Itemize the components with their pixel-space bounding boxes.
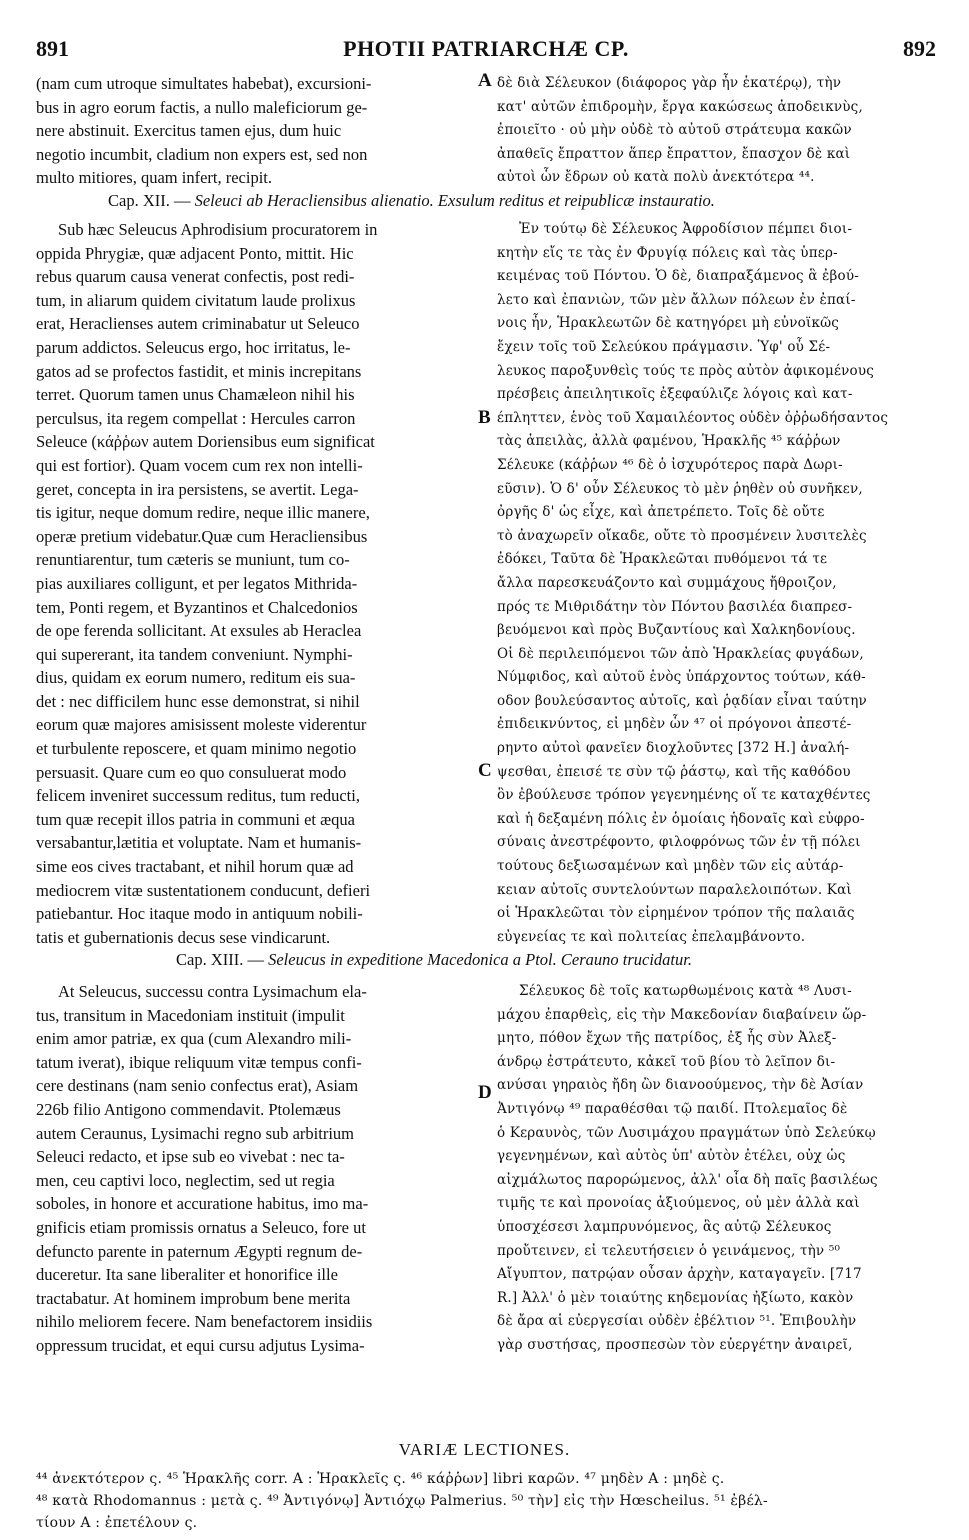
- margin-marker-c: C: [478, 760, 492, 781]
- text-line: rebus quarum causa venerat confectis, post redi-: [36, 267, 355, 287]
- text-line: perculsus, ita regem compellat : Hercules carron: [36, 408, 356, 428]
- text-line: Sub hæc Seleucus Aphrodisium procuratorem in: [58, 220, 378, 239]
- text-line: δὲ διὰ Σέλευκον (διάφορος γὰρ ἦν ἑκατέρῳ), τὴν: [497, 75, 842, 91]
- text-line: Seleuci redacto, et ipse sub eo vivebat : nec ta-: [36, 1147, 345, 1167]
- text-line: parum addictos. Seleucus ergo, hoc irritatus, le-: [36, 337, 351, 357]
- text-line: oppida Phrygiæ, quæ adjacent Ponto, mittit. Hic: [36, 243, 354, 263]
- text-line: tatis et gubernationis decus sese vindicarunt.: [36, 927, 331, 947]
- text-line: tatum iverat), ibique reliquum vitæ tempus confi-: [36, 1052, 362, 1072]
- text-line: πρός τε Μιθριδάτην τὸν Πόντου βασιλέα διαπρεσ-: [497, 598, 853, 615]
- text-line: ἔχειν τοῖς τοῦ Σελεύκου πράγμασιν. Ὑφ' οὗ Σέ-: [497, 338, 831, 355]
- page-number-right: 892: [903, 36, 936, 61]
- text-line: πρέσβεις ἀπειλητικοῖς ἐξεφαύλιζε λόγοις καὶ κατ-: [497, 386, 853, 403]
- text-line: έπληττεν, ἑνὸς τοῦ Χαμαιλέοντος οὐδὲν ὀῤῥωδήσαντος: [497, 409, 889, 426]
- text-line: qui supererant, ita tandem conveniunt. Nymphi-: [36, 644, 353, 664]
- greek-column-bottom: [497, 980, 942, 1358]
- text-line: duceretur. Ita sane liberaliter et honorifice ille: [36, 1265, 338, 1285]
- text-line: βευόμενοι καὶ πρὸς Βυζαντίους καὶ Χαλκηδονίους.: [497, 622, 856, 639]
- text-line: εὐγενείας τε καὶ πολιτείας ἐπελαμβάνοντο.: [497, 928, 806, 945]
- text-line: λευκος παροξυνθεὶς τούς τε πρὸς αὐτὸν ἀφικομένους: [497, 362, 875, 379]
- text-line: σύναις ἀνεστρέφοντο, φιλοφρόνως τῶν ἐν τῇ πόλει: [497, 834, 861, 851]
- margin-marker-b: B: [478, 407, 491, 428]
- note-line: τίουν A : ἐπετέλουν ς.: [36, 1515, 198, 1531]
- latin-column-middle: [36, 218, 476, 949]
- text-line: erat, Heraclienses autem criminabatur ut Seleuco: [36, 314, 360, 334]
- text-line: operæ pretium videbatur.Quæ cum Heracliensibus: [36, 526, 368, 546]
- text-line: Ἐν τούτῳ δὲ Σέλευκος Ἀφροδίσιον πέμπει διοι-: [519, 221, 853, 237]
- text-line: ρηντο αὐτοὶ φανεῖεν διοχλοῦντες [372 H.] ἀναλή-: [497, 740, 850, 757]
- text-line: patiebantur. Hoc itaque modo in antiquum nobili-: [36, 904, 363, 924]
- text-line: ἐπιδεικνύντος, εἰ μηδὲν ὧν ⁴⁷ οἱ πρόγονοι ἀπεστέ-: [497, 716, 852, 733]
- text-line: autem Ceraunus, Lysimachi regno sub arbitrium: [36, 1123, 355, 1143]
- text-line: Οἱ δὲ περιλειπόμενοι τῶν ἀπὸ Ἡρακλείας φυγάδων,: [497, 645, 864, 662]
- margin-marker-d: D: [478, 1082, 492, 1103]
- text-line: persuasit. Quare cum eo quo consuluerat modo: [36, 762, 347, 782]
- greek-column-top: [497, 72, 942, 190]
- text-line: κητὴν εἴς τε τὰς ἐν Φρυγίᾳ πόλεις καὶ τὰς ὑπερ-: [497, 244, 838, 261]
- text-line: τιμῆς τε καὶ προνοίας ἀξιούμενος, οὐ μὲν ἀλλὰ καὶ: [497, 1195, 860, 1212]
- text-line: Αἴγυπτον, πατρῴαν οὖσαν ἀρχὴν, καταγαγεῖν. [717: [497, 1266, 862, 1283]
- text-line: οδον βουλεύσαντος αὐτοῖς, καὶ ῥᾳδίαν εἶναι ταύτην: [497, 692, 867, 709]
- text-line: γὰρ συστήσας, προσπεσὼν τὸν εὐεργέτην ἀναιρεῖ,: [497, 1336, 853, 1353]
- text-line: R.] Ἀλλ' ὁ μὲν τοιαύτης κηδεμονίας ἠξίωτο, κακὸν: [497, 1289, 854, 1306]
- text-line: μάχου ἐπαρθεὶς, εἰς τὴν Μακεδονίαν διαβαίνειν ὥρ-: [497, 1006, 867, 1023]
- text-line: eorum quæ majores amisissent moleste viderentur: [36, 715, 367, 735]
- text-line: negotio incumbit, cladium non expers est, sed non: [36, 144, 368, 164]
- text-line: sime eos cives tractabant, et nihil horum quæ ad: [36, 857, 354, 877]
- text-line: tractabatur. At hominem improbum bene merita: [36, 1288, 351, 1308]
- text-line: cere destinans (nam senio confectus erat), Asiam: [36, 1076, 359, 1096]
- text-line: tem, Ponti regem, et Byzantinos et Chalcedonios: [36, 597, 358, 617]
- greek-column-middle: [497, 218, 942, 949]
- chapter-title: Seleucus in expeditione Macedonica a Ptol. Cerauno trucidatur.: [268, 950, 692, 969]
- text-line: προὔτεινεν, εἰ τελευτήσειεν ὁ γεινάμενος, τὴν ⁵⁰: [497, 1242, 841, 1259]
- text-line: τούτους δεξιωσαμένων καὶ μηδὲν τῶν εἰς αὐτάρ-: [497, 858, 844, 875]
- text-line: versabantur,lætitia et voluptate. Nam et humanis-: [36, 833, 362, 853]
- latin-column-top: [36, 72, 476, 190]
- running-title: PHOTII PATRIARCHÆ CP.: [343, 36, 629, 61]
- text-line: ψεσθαι, ἐπεισέ τε σὺν τῷ ῥάστῳ, καὶ τῆς καθόδου: [497, 763, 851, 780]
- text-line: pias auxiliares colligunt, et per legatos Mithrida-: [36, 573, 358, 593]
- text-line: ὁ Κεραυνὸς, τῶν Λυσιμάχου πραγμάτων ὑπὸ Σελεύκῳ: [497, 1124, 876, 1141]
- text-line: 226b filio Antigono commendavit. Ptolemæus: [36, 1099, 341, 1119]
- text-line: οἱ Ἡρακλεῶται τὸν εἰρημένον τρόπον τῆς παλαιᾶς: [497, 905, 855, 922]
- text-line: δὲ ἄρα αἱ εὐεργεσίαι οὐδὲν ἐβέλτιον ⁵¹. Ἐπιβουλὴν: [497, 1313, 857, 1330]
- text-line: qui est fortior). Quam vocem cum rex non intelli-: [36, 455, 363, 475]
- text-line: νοις ἦν, Ἡρακλεωτῶν δὲ κατηγόρει μὴ εὐνοϊκῶς: [497, 315, 840, 332]
- text-line: gnificis etiam promissis ornatus a Seleuco, fore ut: [36, 1217, 366, 1237]
- margin-marker-a: A: [478, 70, 492, 91]
- text-line: det : nec difficilem hunc esse demonstrat, si nihil: [36, 691, 360, 711]
- text-line: Seleuce (κάῤῥων autem Doriensibus eum significat: [36, 432, 375, 452]
- text-line: κειμένας τοῦ Πόντου. Ὁ δὲ, διαπραξάμενος ἃ ἐβού-: [497, 268, 860, 285]
- text-line: ὀργῆς δ' ὡς εἶχε, καὶ ἀπετρέπετο. Τοῖς δὲ οὔτε: [497, 504, 825, 521]
- latin-column-bottom: [36, 980, 476, 1358]
- chapter-heading-12: [108, 191, 715, 211]
- text-line: Σέλευκε (κάῤῥων ⁴⁶ δὲ ὁ ἰσχυρότερος παρὰ Δωρι-: [497, 456, 843, 473]
- text-line: oppressum trucidat, et equi cursu adjutus Lysima-: [36, 1335, 365, 1355]
- text-line: ὑποσχέσεσι λαμπρυνόμενος, ἃς αὐτῷ Σέλευκος: [497, 1218, 832, 1235]
- text-line: soboles, in honore et accuratione habitus, imo ma-: [36, 1194, 369, 1214]
- text-line: Σέλευκος δὲ τοῖς κατωρθωμένοις κατὰ ⁴⁸ Λυσι-: [519, 983, 852, 999]
- text-line: et turbulente reposcere, et quam minimo negotio: [36, 739, 357, 759]
- text-line: ἐδόκει, Ταῦτα δὲ Ἡρακλεῶται πυθόμενοι τά τε: [497, 551, 828, 568]
- note-line: ⁴⁴ ἀνεκτότερον ς. ⁴⁵ Ἡρακλῆς corr. A : Ἡρακλεῖς ς. ⁴⁶ κάῤῥων] libri καρῶν. ⁴⁷ μηδὲν A : μηδὲ ς.: [36, 1471, 725, 1487]
- text-line: αὐτοὶ ὧν ἔδρων οὐ κατὰ πολὺ ἀνεκτότερα ⁴⁴.: [497, 169, 815, 186]
- text-line: καὶ ἡ δεξαμένη πόλις ἐν ὁμοίαις ἡδοναῖς καὶ εὐφρο-: [497, 810, 865, 827]
- text-line: enim amor patriæ, ex qua (cum Alexandro mili-: [36, 1029, 352, 1049]
- page-header: [36, 36, 936, 64]
- text-line: ἄλλα παρεσκευάζοντο καὶ συμμάχους ἤθροιζον,: [497, 574, 837, 591]
- text-line: tum, in aliarum quidem civitatum laude prolixus: [36, 290, 356, 310]
- text-line: At Seleucus, successu contra Lysimachum ela-: [58, 982, 367, 1001]
- text-line: multo mitiores, quam infert, recipit.: [36, 168, 272, 188]
- text-line: renuntiarentur, tum cæteris se muniunt, tum co-: [36, 550, 350, 570]
- text-line: μητο, πόθον ἔχων τῆς πατρίδος, ἐξ ἧς σὺν Ἀλεξ-: [497, 1030, 837, 1047]
- text-line: ἐποιεῖτο · οὐ μὴν οὐδὲ τὸ αὐτοῦ στράτευμα κακῶν: [497, 122, 852, 139]
- text-line: αἰχμάλωτος παρορώμενος, ἀλλ' οἷα δὴ παῖς βασιλέως: [497, 1171, 878, 1188]
- text-line: bus in agro eorum factis, a nullo maleficiorum ge-: [36, 97, 368, 117]
- text-line: εῦσιν). Ὁ δ' οὖν Σέλευκος τὸ μὲν ῥηθὲν οὐ συνῆκεν,: [497, 480, 863, 497]
- text-line: Ἀντιγόνῳ ⁴⁹ παραθέσθαι τῷ παιδί. Πτολεμαῖος δὲ: [497, 1100, 848, 1117]
- text-line: geret, concepta in ira persistens, se avertit. Lega-: [36, 479, 359, 499]
- chapter-title: Seleuci ab Heracliensibus alienatio. Exsulum reditus et reipublicæ instauratio.: [194, 191, 715, 210]
- variae-lectiones-title: VARIÆ LECTIONES.: [398, 1440, 571, 1459]
- text-line: ὃν ἐβούλευσε τρόπον γεγενημένης οἵ τε καταχθέντες: [497, 787, 871, 804]
- text-line: dius, quidam ex eorum numero, reditum eis sua-: [36, 668, 356, 688]
- chapter-label: Cap. XIII. —: [176, 950, 264, 969]
- text-line: tis igitur, neque domum redire, neque illic manere,: [36, 503, 370, 523]
- text-line: Νύμφιδος, καὶ αὐτοῦ ἑνὸς ὑπάρχοντος τούτων, κάθ-: [497, 669, 866, 686]
- text-line: τὰς ἀπειλὰς, ἀλλὰ φαμένου, Ἡρακλῆς ⁴⁵ κάῤῥων: [497, 433, 841, 450]
- text-line: nihilo meliorem fecere. Nam benefactorem insidiis: [36, 1312, 373, 1332]
- text-line: ανύσαι γηραιὸς ἤδη ὢν διανοούμενος, τὴν δὲ Ἀσίαν: [497, 1077, 864, 1094]
- text-line: nere abstinuit. Exercitus tamen ejus, dum huic: [36, 121, 342, 141]
- text-line: tum quæ recepit illos patria in communi et æqua: [36, 809, 355, 829]
- chapter-label: Cap. XII. —: [108, 191, 191, 210]
- variae-lectiones-notes: [36, 1468, 941, 1534]
- text-line: terret. Quorum tamen unus Chamæleon nihil his: [36, 385, 355, 405]
- text-line: gatos ad se profectos fastidit, et minis increpitans: [36, 361, 362, 381]
- text-line: felicem inveniret successum reditus, tum reducti,: [36, 786, 360, 806]
- text-line: ἀπαθεῖς ἔπραττον ἅπερ ἔπραττον, ἔπασχον δὲ καὶ: [497, 145, 851, 162]
- text-line: γεγενημένων, καὶ αὐτὸς ὑπ' αὐτὸν ἐτέλει, οὐχ ὡς: [497, 1148, 846, 1165]
- text-line: tus, transitum in Macedoniam instituit (impulit: [36, 1005, 345, 1025]
- page-number-left: 891: [36, 36, 69, 61]
- text-line: (nam cum utroque simultates habebat), excursioni-: [36, 74, 372, 93]
- text-line: κειαν αὐτοῖς συντελούντων παραλελοιπότων. Καὶ: [497, 881, 852, 898]
- chapter-heading-13: [176, 950, 692, 970]
- text-line: defuncto parente in paternum Ægypti regnum de-: [36, 1241, 363, 1261]
- text-line: men, ceu captivi loco, neglectim, sed ut regia: [36, 1170, 335, 1190]
- text-line: κατ' αὐτῶν ἐπιδρομὴν, ἔργα κακώσεως ἀποδεικνὺς,: [497, 98, 863, 115]
- note-line: ⁴⁸ κατὰ Rhodomannus : μετὰ ς. ⁴⁹ Ἀντιγόνῳ] Ἀντιόχῳ Palmerius. ⁵⁰ τὴν] εἰς τὴν Hœscheilus. ⁵¹ ἐβέλ-: [36, 1493, 768, 1509]
- text-line: λετο καὶ ἐπανιὼν, τῶν μὲν ἄλλων πόλεων ἐν ἐπαί-: [497, 291, 856, 308]
- text-line: τὸ ἀναχωρεῖν οἴκαδε, οὔτε τὸ προσμένειν λυσιτελὲς: [497, 527, 867, 544]
- text-line: άνδρῳ ἐστράτευτο, κἀκεῖ τοῦ βίου τὸ λεῖπον δι-: [497, 1053, 836, 1070]
- text-line: de ope ferenda sollicitant. At exsules ab Heraclea: [36, 621, 362, 641]
- text-line: mediocrem vitæ sustentationem conducunt, defieri: [36, 880, 371, 900]
